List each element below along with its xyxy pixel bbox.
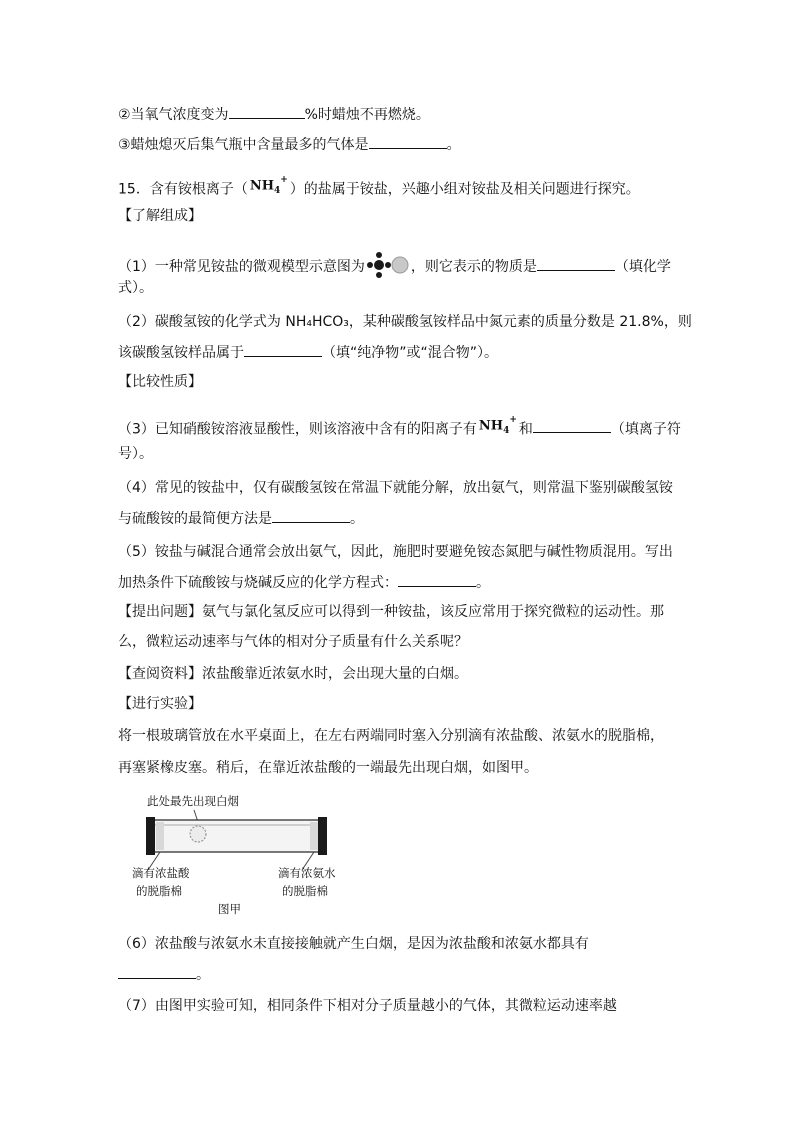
question-line — [118, 278, 153, 298]
question-line — [118, 444, 153, 464]
text: 么，微粒运动速率与气体的相对分子质量有什么关系呢？ — [118, 634, 468, 650]
text: ，则它表示的物质是 — [410, 259, 537, 275]
question-line — [118, 478, 673, 498]
answer-blank[interactable] — [533, 418, 611, 433]
text: 将一根玻璃管放在水平桌面上，在左右两端同时塞入分别滴有浓盐酸、浓氨水的脱脂棉， — [118, 728, 664, 744]
right-cotton — [310, 822, 318, 850]
question-line — [118, 602, 664, 622]
answer-blank[interactable] — [118, 964, 196, 979]
text: 【提出问题】氨气与氯化氢反应可以得到一种铵盐，该反应常用于探究微粒的运动性。那 — [118, 604, 664, 620]
molecule-model-icon — [365, 257, 411, 277]
text: 号）。 — [118, 446, 153, 462]
text: 。 — [476, 575, 490, 591]
section-heading — [118, 372, 202, 392]
text: （6）浓盐酸与浓氨水未直接接触就产生白烟，是因为浓盐酸和浓氨水都具有 — [118, 936, 589, 952]
text: 。 — [350, 511, 364, 527]
ammonium-ion-formula: $NH_4^+$ — [249, 175, 288, 196]
text: （填“纯净物”或“混合物”）。 — [322, 345, 499, 361]
section-heading — [118, 694, 202, 714]
text: （2）碳酸氢铵的化学式为 NH₄HCO₃，某种碳酸氢铵样品中氮元素的质量分数是 21.8%，则 — [118, 314, 692, 330]
left-cotton — [156, 822, 164, 850]
white-smoke — [190, 826, 206, 842]
text: 与硫酸铵的最简便方法是 — [118, 511, 272, 527]
text: （5）铵盐与碱混合通常会放出氨气，因此，施肥时要避免铵态氮肥与碱性物质混用。写出 — [118, 544, 673, 560]
text: 【查阅资料】浓盐酸靠近浓氨水时，会出现大量的白烟。 — [118, 666, 468, 682]
question-line — [118, 508, 364, 529]
question-line — [118, 726, 664, 746]
question-line — [118, 964, 210, 985]
text: 【进行实验】 — [118, 696, 202, 712]
question-line — [118, 104, 430, 125]
question-line — [118, 572, 490, 593]
answer-blank[interactable] — [369, 134, 447, 149]
question-line — [118, 416, 681, 445]
text: 加热条件下硫酸铵与烧碱反应的化学方程式： — [118, 575, 398, 591]
figure-top-label: 此处最先出现白烟 — [147, 794, 239, 808]
text: （3）已知硝酸铵溶液显酸性，则该溶液中含有的阳离子有 — [118, 421, 477, 438]
figure-experiment — [132, 790, 372, 920]
right-stopper — [318, 817, 327, 855]
answer-blank[interactable] — [537, 256, 615, 271]
text: 该碳酸氢铵样品属于 — [118, 345, 244, 361]
question-line — [118, 542, 673, 562]
text: 【了解组成】 — [118, 208, 202, 224]
answer-blank[interactable] — [229, 104, 305, 119]
text: ③蜡烛熄灭后集气瓶中含量最多的气体是 — [118, 137, 369, 153]
text: 再塞紧橡皮塞。稍后，在靠近浓盐酸的一端最先出现白烟，如图甲。 — [118, 760, 538, 776]
question-line — [118, 134, 461, 155]
text: ）的盐属于铵盐，兴趣小组对铵盐及相关问题进行探究。 — [289, 181, 640, 198]
question-line — [118, 632, 468, 652]
text: （7）由图甲实验可知，相同条件下相对分子质量越小的气体，其微粒运动速率越 — [118, 998, 617, 1014]
section-heading — [118, 206, 202, 226]
left-label-line1: 滴有浓盐酸 — [132, 866, 190, 880]
text: %时蜡烛不再燃烧。 — [304, 107, 430, 123]
figure-caption: 图甲 — [218, 902, 241, 916]
right-label-line2: 的脱脂棉 — [282, 884, 328, 898]
answer-blank[interactable] — [244, 342, 322, 357]
left-label-line2: 的脱脂棉 — [136, 884, 182, 898]
left-stopper — [146, 817, 155, 855]
question-line — [118, 996, 617, 1016]
question-line — [118, 312, 692, 332]
text: （1）一种常见铵盐的微观模型示意图为 — [118, 259, 365, 275]
text: 15．含有铵根离子（ — [118, 181, 248, 198]
ammonium-ion-formula: $NH_4^+$ — [478, 415, 517, 436]
text: （填化学 — [614, 259, 671, 275]
question-line — [118, 758, 538, 778]
text: 和 — [518, 421, 533, 438]
right-label-line1: 滴有浓氨水 — [278, 866, 336, 880]
text: （4）常见的铵盐中，仅有碳酸氢铵在常温下就能分解，放出氨气，则常温下鉴别碳酸氢铵 — [118, 480, 673, 496]
question-line — [118, 256, 671, 277]
text: 。 — [446, 137, 461, 153]
text: ②当氧气浓度变为 — [118, 107, 229, 123]
question-line — [118, 342, 498, 363]
text: 式）。 — [118, 280, 153, 296]
text: 。 — [196, 967, 210, 983]
answer-blank[interactable] — [272, 508, 350, 523]
question-15-title — [118, 176, 640, 205]
text: （填离子符 — [610, 421, 681, 438]
question-line — [118, 934, 589, 954]
answer-blank[interactable] — [398, 572, 476, 587]
question-line — [118, 664, 468, 684]
text: 【比较性质】 — [118, 374, 202, 390]
